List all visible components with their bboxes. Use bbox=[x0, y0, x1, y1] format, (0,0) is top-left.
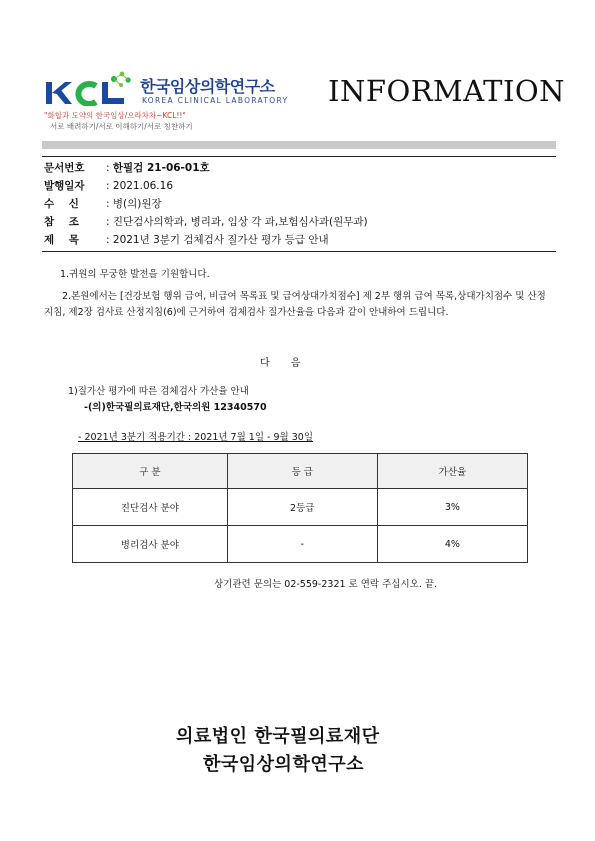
paragraph-greeting: 1.귀원의 무궁한 발전을 기원합니다. bbox=[60, 269, 210, 280]
table-cell: 2등급 bbox=[227, 489, 377, 526]
meta-issue-date: 발행일자 : 2021.06.16 bbox=[44, 180, 174, 192]
paragraph-notice: 2.본원에서는 [건강보험 행위 급여, 비급여 목록표 및 급여상대가치점수] 제 2부 행위 급여 목록,상대가치점수 및 산정지침, 제2장 검사료 산정지침(6)에 근거하여 검체검사 질가산율을 다음과 같이 안내하여 드립니다. bbox=[44, 291, 546, 318]
meta-reference: 참 조 : 진단검사의학과, 병리과, 임상 각 과,보험심사과(원무과) bbox=[44, 216, 368, 228]
meta-doc-number: 문서번호 : 한필검 21-06-01호 bbox=[44, 162, 210, 174]
document-title: INFORMATION bbox=[328, 74, 566, 108]
item-institution: -(의)한국필의료재단,한국의원 12340570 bbox=[84, 402, 267, 413]
meta-recipient: 수 신 : 병(의)원장 bbox=[44, 198, 162, 210]
slogan: "화합과 도약의 한국임상/으라차차~KCL!!" bbox=[44, 111, 186, 120]
table-row bbox=[73, 489, 528, 526]
apply-period: - 2021년 3분기 적용기간 : 2021년 7월 1일 - 9월 30일 bbox=[78, 432, 313, 443]
meta-top-rule bbox=[42, 156, 556, 157]
table-header-row bbox=[73, 454, 528, 489]
table-cell: - bbox=[227, 526, 377, 563]
contact-line: 상기관련 문의는 02-559-2321 로 연락 주십시오. 끝. bbox=[214, 579, 438, 590]
item-heading: 1)질가산 평가에 따른 검체검사 가산율 안내 bbox=[68, 386, 249, 397]
issuer-foundation: 의료법인 한국필의료재단 bbox=[176, 726, 380, 747]
table-header-rate: 가산율 bbox=[377, 454, 527, 489]
logo-korean-name: 한국임상의학연구소 bbox=[140, 77, 275, 96]
grade-table bbox=[72, 453, 528, 563]
table-cell: 병리검사 분야 bbox=[73, 526, 228, 563]
table-header-category: 구 분 bbox=[73, 454, 228, 489]
document-meta bbox=[44, 159, 368, 249]
section-heading-following: 다 음 bbox=[260, 358, 301, 369]
meta-bottom-rule bbox=[42, 251, 556, 252]
issuer-institute: 한국임상의학연구소 bbox=[203, 754, 364, 775]
table-cell: 3% bbox=[377, 489, 527, 526]
table-row bbox=[73, 526, 528, 563]
table-cell: 진단검사 분야 bbox=[73, 489, 228, 526]
slogan-sub: 서로 배려하기/서로 이해하기/서로 칭찬하기 bbox=[50, 122, 193, 131]
table-cell: 4% bbox=[377, 526, 527, 563]
logo-english-name: KOREA CLINICAL LABORATORY bbox=[142, 96, 289, 105]
table-header-grade: 등 급 bbox=[227, 454, 377, 489]
header-divider-bar bbox=[42, 141, 556, 149]
meta-subject: 제 목 : 2021년 3분기 검체검사 질가산 평가 등급 안내 bbox=[44, 234, 329, 246]
kcl-logo-icon bbox=[44, 70, 136, 106]
